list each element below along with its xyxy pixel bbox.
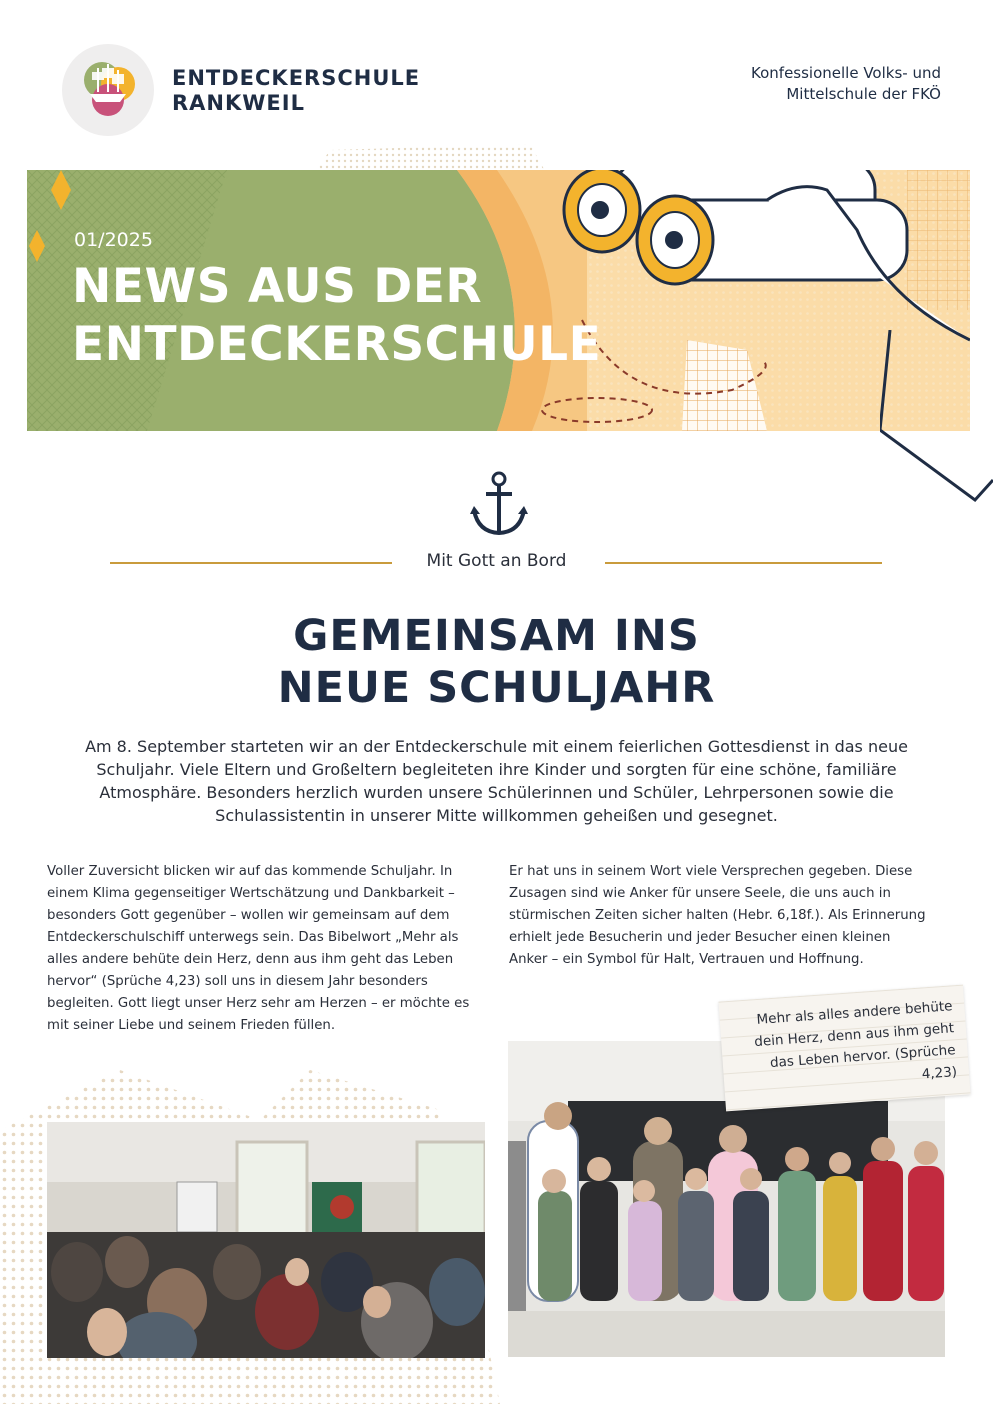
article-title	[0, 610, 993, 714]
photo-congregation-image	[47, 1122, 485, 1358]
title-line2: NEUE SCHULJAHR	[277, 663, 716, 713]
school-tagline	[641, 63, 941, 105]
section-kicker: Mit Gott an Bord	[426, 551, 567, 571]
newsletter-headline	[72, 258, 632, 374]
arm-line-decoration	[880, 330, 993, 510]
bible-quote: Mehr als alles andere behüte dein Herz, denn aus ihm geht das Leben hervor. (Sprüche 4,23)	[753, 998, 958, 1083]
article-lead: Am 8. September starteten wir an der Entdeckerschule mit einem feierlichen Gottesdienst in das neue Schuljahr. Viele Eltern und Großeltern begleiteten ihre Kinder und sorgten für eine schöne, familiäre Atmosphäre. Besonders herzlich wurden unsere Schülerinnen und Schüler, Lehrpersonen sowie die Schulassistentin in unserer Mitte willkommen geheißen und gesegnet.	[85, 737, 908, 825]
headline-line2: ENTDECKERSCHULE	[72, 317, 602, 372]
headline-line1: NEWS AUS DER	[72, 259, 483, 314]
issue-number: 01/2025	[74, 229, 153, 251]
photo-congregation	[47, 1122, 485, 1358]
article-column-left: Voller Zuversicht blicken wir auf das kommende Schuljahr. In einem Klima gegenseitiger Wertschätzung und Dankbarkeit – besonders Gott gegenüber – wollen wir gemeinsam auf dem Entdeckerschulschiff unterwegs sein. Das Bibelwort „Mehr als alles andere behüte dein Herz, denn aus ihm geht das Leben hervor“ (Sprüche 4,23) soll uns in diesem Jahr besonders begleiten. Gott liegt unser Herz sehr am Herzen – er möchte es mit seiner Liebe und seinem Frieden füllen.	[47, 864, 470, 1033]
school-name	[172, 66, 420, 116]
tagline-line2: Mittelschule der FKÖ	[786, 85, 941, 103]
tagline-line1: Konfessionelle Volks- und	[751, 64, 941, 82]
article-column-right: Er hat uns in seinem Wort viele Versprechen gegeben. Diese Zusagen sind wie Anker für unsere Seele, die uns auch in stürmischen Zeiten sicher halten (Hebr. 6,18f.). Als Erinnerung erhielt jede Besucherin und jeder Besucher einen kleinen Anker – ein Symbol für Halt, Vertrauen und Hoffnung.	[509, 864, 926, 967]
school-name-line2: RANKWEIL	[172, 91, 305, 115]
school-name-line1: ENTDECKERSCHULE	[172, 66, 421, 90]
school-logo	[62, 44, 154, 136]
title-line1: GEMEINSAM INS	[293, 611, 700, 661]
ship-logo-icon	[62, 44, 154, 136]
anchor-icon	[468, 470, 530, 540]
